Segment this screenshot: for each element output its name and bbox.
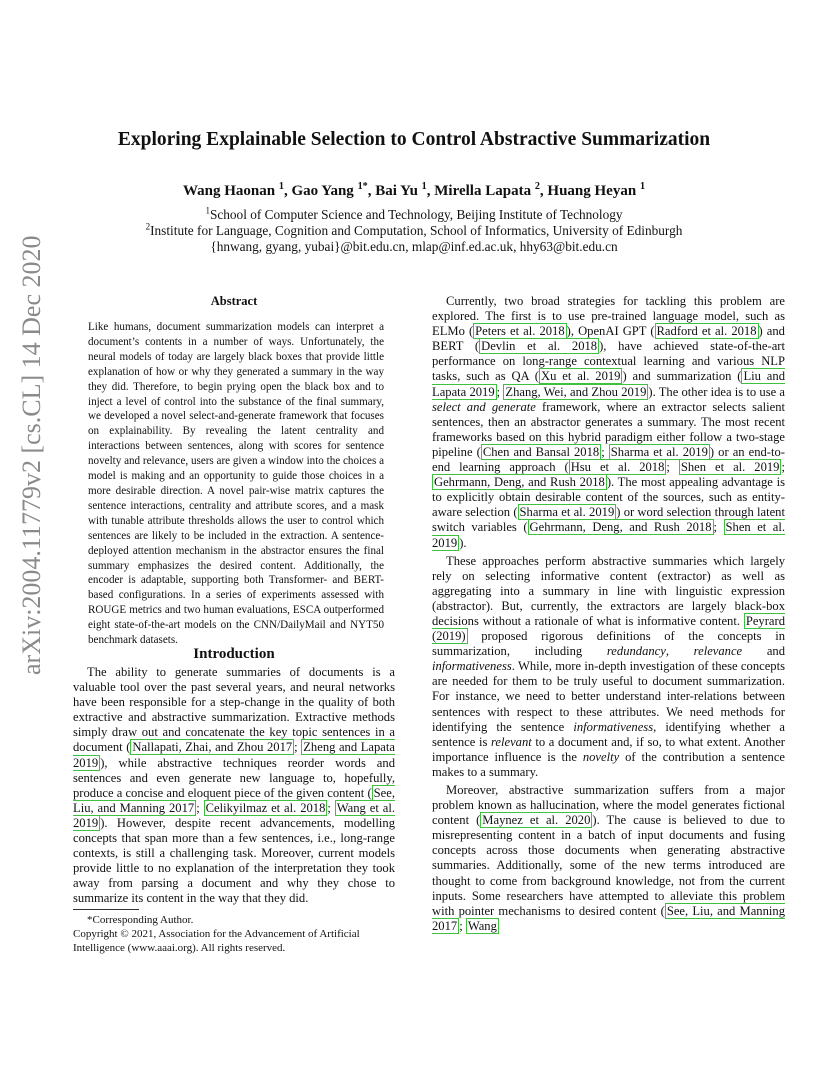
citation-link[interactable]: Wang et al. 2019 bbox=[73, 800, 395, 830]
citation-link[interactable]: Maynez et al. 2020 bbox=[482, 813, 591, 828]
footnote: *Corresponding Author. bbox=[87, 914, 194, 926]
citation-link[interactable]: Gehrmann, Deng, and Rush 2018 bbox=[529, 520, 712, 535]
citation-link[interactable]: Shen et al. 2019 bbox=[680, 460, 780, 475]
author-name: Gao Yang $^{1*}$ bbox=[291, 181, 368, 199]
affiliation-2: $^2$Institute for Language, Cognition and Computation, School of Informatics, University of Edinburgh bbox=[145, 221, 683, 238]
citation-link[interactable]: Gehrmann, Deng, and Rush 2018 bbox=[434, 475, 605, 490]
citation-link[interactable]: Zheng and Lapata 2019 bbox=[73, 740, 395, 770]
arxiv-stamp: arXiv:2004.11779v2 [cs.CL] 14 Dec 2020 bbox=[17, 235, 46, 675]
citation-link[interactable]: Zhang, Wei, and Zhou 2019 bbox=[505, 384, 647, 399]
citation-link[interactable]: Peyrard (2019) bbox=[432, 613, 785, 644]
citation-link[interactable]: Wang bbox=[467, 918, 497, 933]
author-list: Wang Haonan $^1$, Gao Yang $^{1*}$, Bai Yu $^1$, Mirella Lapata $^2$, Huang Heyan $^1$ bbox=[182, 181, 646, 199]
emphasized-term: relevance bbox=[693, 644, 743, 659]
affiliation-1: $^1$School of Computer Science and Technology, Beijing Institute of Technology bbox=[205, 205, 623, 222]
author-name: Wang Haonan $^1$ bbox=[182, 181, 284, 199]
introduction-body bbox=[73, 665, 395, 907]
citation-link[interactable]: Sharma et al. 2019 bbox=[610, 444, 708, 459]
emphasized-term: redundancy bbox=[606, 644, 666, 659]
author-emails: {hnwang, gyang, yubai}@bit.edu.cn, mlap@inf.ed.ac.uk, hhy63@bit.edu.cn bbox=[210, 239, 618, 254]
right-column-body bbox=[432, 294, 785, 937]
citation-link[interactable]: Chen and Bansal 2018 bbox=[482, 444, 600, 459]
abstract-heading: Abstract bbox=[210, 294, 258, 308]
body-paragraph: These approaches perform abstractive summaries which largely rely on selecting informative content (extractor) as well as aggregating into a summary in line with linguistic expression (abstractor). But, currently, the extractors are largely black-box decisions without a rationale of what is informative content. Peyrard (2019) proposed rigorous definitions of the concepts in summarization, including redundancy, relevance and informativeness. While, more in-depth investigation of these concepts are needed for them to be truly useful to document summarization. For instance, we need to better understand inter-relations between sentences with respect to these attributes. We need methods for identifying the sentence informativeness, identifying whether a sentence is relevant to a document and, if so, to what extent. Another importance influence is the novelty of the contribution a sentence makes to a summary. bbox=[432, 553, 786, 779]
citation-link[interactable]: Liu and Lapata 2019 bbox=[432, 369, 785, 399]
emphasized-term: informativeness bbox=[432, 659, 512, 674]
emphasized-term: relevant bbox=[490, 734, 532, 749]
citation-link[interactable]: Celikyilmaz et al. 2018 bbox=[205, 800, 326, 815]
citation-link[interactable]: Nallapati, Zhai, and Zhou 2017 bbox=[132, 740, 293, 755]
author-name: Bai Yu $^1$ bbox=[375, 181, 427, 199]
emphasized-term: informativeness bbox=[573, 719, 654, 734]
citation-link[interactable]: See, Liu, and Manning 2017 bbox=[73, 785, 395, 815]
citation-link[interactable]: Hsu et al. 2018 bbox=[570, 460, 665, 475]
paper-title: Exploring Explainable Selection to Control Abstractive Summarization bbox=[117, 129, 711, 150]
abstract-body: Like humans, document summarization models can interpret a document’s contents in a number of ways. Unfortunately, the neural models of today are largely black boxes that provide little explanation of how or why they generated a summary in the way they did. Therefore, to begin prying open the black box and to inject a level of control into the substance of the final summary, we developed a novel select-and-generate framework that focuses on explainability. By revealing the latent centrality and interactions between sentences, along with scores for sentence novelty and relevance, users are given a window into the choices a model is making and an opportunity to guide those choices in a more desirable direction. A novel pair-wise matrix captures the sentence interactions, centrality and attribute scores, and a mask with tunable attribute thresholds allows the user to control which sentences are likely to be included in the extraction. A sentence-deployed attention mechanism in the abstractor ensures the final summary emphasizes the desired content. Additionally, the encoder is adaptable, supporting both Transformer- and BERT-based configurations. In a series of experiments assessed with ROUGE metrics and two human evaluations, ESCA outperformed eight state-of-the-art models on the CNN/DailyMail and NYT50 benchmark datasets. bbox=[88, 321, 384, 647]
emphasized-term: novelty bbox=[582, 749, 620, 764]
body-paragraph: Moreover, abstractive summarization suffers from a major problem known as hallucination, where the model generates fictional content ( Maynez et al. 2020 ). The cause is believed to due to misrepresenting content in a batch of input documents and fusing concepts across those documents when generating abstractive summaries. Additionally, some of the new terms introduced are thought to come from background knowledge, not from the current inputs. Some researchers have attempted to alleviate this problem with pointer mechanisms to desired content ( See, Liu, and Manning 2017 ; Wang bbox=[432, 783, 785, 933]
author-name: Mirella Lapata $^2$ bbox=[434, 181, 540, 199]
introduction-paragraph: The ability to generate summaries of documents is a valuable tool over the past several years, and neural networks have been responsible for a step-change in the quality of both extractive and abstractive summarization. Extractive methods simply draw out and concatenate the key topic sentences in a document ( Nallapati, Zhai, and Zhou 2017 ; Zheng and Lapata 2019 ), while abstractive techniques reorder words and sentences and even generate new language to, hopefully, produce a concise and eloquent piece of the given content ( See, Liu, and Manning 2017 ; Celikyilmaz et al. 2018 ; Wang et al. 2019 ). However, despite recent advancements, modelling concepts that span more than a few sentences, i.e., long-range contexts, is still a challenging task. Moreover, current models provide little to no explanation of the interpretation they took away from parsing a document and why they chose to summarize its content in the way that they did. bbox=[73, 665, 395, 906]
citation-link[interactable]: See, Liu, and Manning 2017 bbox=[432, 903, 785, 933]
citation-link[interactable]: Radford et al. 2018 bbox=[656, 324, 757, 339]
copyright-notice: Copyright © 2021, Association for the Advancement of Artificial Intelligence (www.aaai.org). All rights reserved. bbox=[73, 928, 360, 954]
emphasized-term: select and generate bbox=[432, 399, 536, 414]
citation-link[interactable]: Shen et al. 2019 bbox=[432, 520, 786, 550]
author-name: Huang Heyan $^1$ bbox=[547, 181, 646, 199]
introduction-heading: Introduction bbox=[193, 646, 275, 662]
body-paragraph: Currently, two broad strategies for tackling this problem are explored. The first is to use pre-trained language model, such as ELMo ( Peters et al. 2018 ), OpenAI GPT ( Radford et al. 2018 ) and BERT ( Devlin et al. 2018 ), have achieved state-of-the-art performance on long-range contextual learning and various NLP tasks, such as QA ( Xu et al. 2019 ) and summarization ( Liu and Lapata 2019 ; Zhang, Wei, and Zhou 2019 ). The other idea is to use a select and generate framework, where an extractor selects salient sentences, then an abstractor generates a summary. The most recent frameworks based on this hybrid paradigm either follow a two-stage pipeline ( Chen and Bansal 2018 ; Sharma et al. 2019 ) or an end-to-end learning approach ( Hsu et al. 2018 ; Shen et al. 2019 ; Gehrmann, Deng, and Rush 2018 ). The most appealing advantage is to explicitly obtain desirable content of the sources, such as entity-aware selection ( Sharma et al. 2019 ) or word selection through latent switch variables ( Gehrmann, Deng, and Rush 2018 ; Shen et al. 2019 ). bbox=[432, 294, 786, 550]
citation-link[interactable]: Xu et al. 2019 bbox=[541, 369, 621, 384]
citation-link[interactable]: Sharma et al. 2019 bbox=[519, 505, 615, 520]
citation-link[interactable]: Devlin et al. 2018 bbox=[481, 339, 598, 354]
citation-link[interactable]: Peters et al. 2018 bbox=[475, 324, 565, 339]
footnote-rule bbox=[73, 909, 139, 910]
